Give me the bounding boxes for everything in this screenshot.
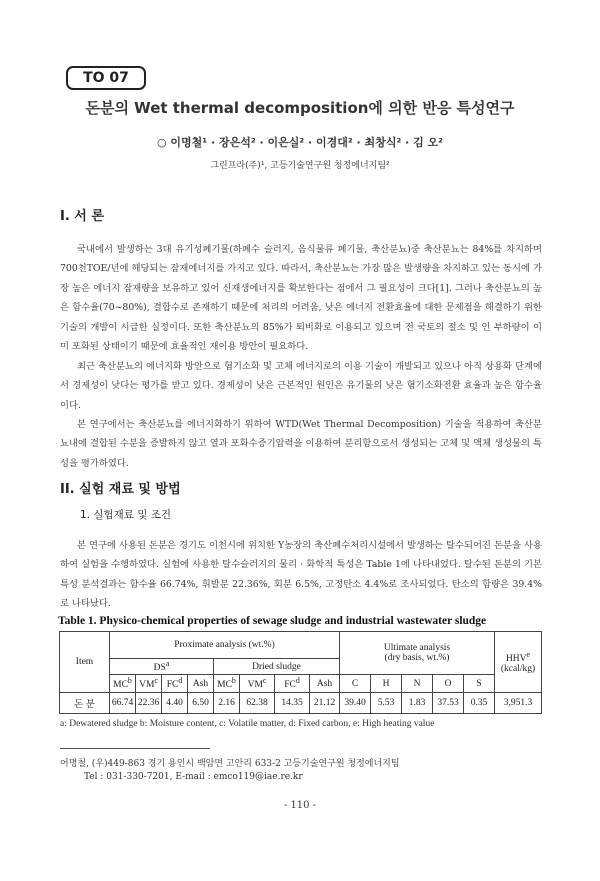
table-caption: Table 1. Physico-chemical properties of sewage sludge and industrial wastewater sludge	[58, 615, 487, 627]
table-footnote: a: Dewatered sludge b: Moisture content, c: Volatile matter, d: Fixed carbon, e: High heating value	[60, 719, 435, 729]
ultimate-header	[340, 632, 495, 675]
table-cell: 4.40	[162, 693, 188, 714]
methods-paragraph-1: 본 연구에 사용된 돈분은 경기도 이천시에 위치한 Y농장의 축산폐수처리시설에서 발생하는 탈수되어진 돈분을 사용하여 실험을 수행하였다. 실험에 사용한 탈수슬러지의 물리 · 화학적 특성은 Table 1에 나타내었다. 탈수된 돈분의 기본특성 분석결과는 함수율 66.74%, 휘발분 22.36%, 회분 6.5%, 고정탄소 4.4%로 조사되었다. 탄소의 함량은 39.4%로 나타났다.	[60, 540, 542, 610]
ds-header: $DS^a$	[110, 659, 214, 675]
element-header-o: O	[433, 675, 464, 693]
table-cell: 1.83	[402, 693, 433, 714]
proximate-header: Proximate analysis (wt.%)	[110, 632, 340, 659]
table-cell: 3,951.3	[495, 693, 542, 714]
sub-header: $VM^c$	[136, 675, 162, 693]
element-header-s: S	[464, 675, 495, 693]
intro-paragraph-2: 최근 축산분뇨의 에너지화 방안으로 혐기소화 및 고체 에너지로의 이용 기술이 개발되고 있으나 아직 상용화 단계에서 경제성이 낮다는 평가를 받고 있다. 경제성이 낮은 근본적인 원인은 유기물의 낮은 혐기소화전환 효율과 높은 함수율이다.	[60, 361, 542, 411]
hhv-unit: (kcal/kg)	[500, 664, 536, 675]
section-heading-methods: II. 실험 재료 및 방법	[60, 482, 181, 497]
author-list: ○ 이명철¹ · 장은석² · 이은실² · 이경대² · 최창식² · 김 오²	[157, 136, 443, 149]
sub-header-row	[60, 675, 542, 693]
hhv-header	[495, 632, 542, 693]
sub-header: Ash	[310, 675, 340, 693]
hhv-label: HHV	[505, 654, 527, 665]
footnote-contact: Tel : 031-330-7201, E-mail : emco119@iae.re.kr	[84, 772, 303, 782]
table-cell: 37.53	[433, 693, 464, 714]
table-cell: 21.12	[310, 693, 340, 714]
ultimate-header-line1: Ultimate analysis	[383, 643, 451, 653]
session-tag: TO 07	[66, 66, 146, 90]
row-label: 돈 분	[60, 693, 110, 714]
properties-table	[59, 631, 542, 714]
intro-paragraph-1: 국내에서 발생하는 3대 유기성폐기물(하폐수 슬러지, 음식물류 폐기물, 축산분뇨)중 축산분뇨는 84%를 차지하며 700천TOE/년에 해당되는 잠재에너지를 가지고 있다. 따라서, 축산분뇨는 가장 많은 발생량을 차지하고 있는 동시에 가장 높은 에너지 잠재량을 보유하고 있어 신재생에너지를 확보한다는 점에서 그 필요성이 크다[1]. 그러나 축산분뇨의 높은 함수율(70~80%), 결합수로 존재하기 때문에 처리의 어려움, 낮은 에너지 전환효율에 대한 문제점을 해결하기 위한 기술의 개발이 시급한 실정이다. 또한 축산분뇨의 85%가 퇴비화로 이용되고 있으며 전 국토의 절소 및 인 부하량이 이미 포화된 상태이기 때문에 효율적인 재이용 방안이 필요하다.	[60, 244, 542, 353]
element-header-n: N	[402, 675, 433, 693]
page-number: - 110 -	[283, 800, 317, 811]
table-cell: 5.53	[371, 693, 402, 714]
paper-title: 돈분의 Wet thermal decomposition에 의한 반응 특성연구	[85, 99, 515, 117]
footnote-divider	[60, 748, 210, 749]
intro-paragraph-3: 본 연구에서는 축산분뇨를 에너지화하기 위하여 WTD(Wet Thermal Decomposition) 기술을 적용하여 축산분뇨내에 결합된 수분을 증발하지 않고 열과 포화수증기압력을 이용하여 분리함으로서 생성되는 고체 및 액체 생성물의 특성을 평가하였다.	[60, 419, 542, 469]
table-cell: 6.50	[188, 693, 214, 714]
sub-header: $MC^b$	[214, 675, 240, 693]
dried-sludge-header: Dried sludge	[214, 659, 340, 675]
sub-header: $VM^c$	[240, 675, 275, 693]
table-cell: 2.16	[214, 693, 240, 714]
sub-header: Ash	[188, 675, 214, 693]
sub-header: $MC^b$	[110, 675, 136, 693]
sub-header: $FC^d$	[275, 675, 310, 693]
table-cell: 39.40	[340, 693, 371, 714]
subsection-heading-materials: 1. 실험재료 및 조건	[80, 509, 172, 521]
footnote-address: 어명철, (우)449-863 경기 용인시 백암면 고안리 633-2 고등기술연구원 청정에너지팀	[60, 759, 400, 769]
section-heading-introduction: I. 서 론	[60, 209, 104, 224]
table-cell: 66.74	[110, 693, 136, 714]
table-cell: 0.35	[464, 693, 495, 714]
hhv-footnote-mark: e	[526, 649, 531, 659]
table-cell: 14.35	[275, 693, 310, 714]
affiliation: 그린프라(주)¹, 고등기술연구원 청정에너지팀²	[210, 161, 390, 171]
table-cell: 22.36	[136, 693, 162, 714]
ultimate-header-line2: (dry basis, wt.%)	[384, 653, 450, 663]
table-row	[60, 693, 542, 714]
element-header-c: C	[340, 675, 371, 693]
sub-header: $FC^d$	[162, 675, 188, 693]
table-cell: 62.38	[240, 693, 275, 714]
element-header-h: H	[371, 675, 402, 693]
item-header: Item	[60, 632, 110, 693]
